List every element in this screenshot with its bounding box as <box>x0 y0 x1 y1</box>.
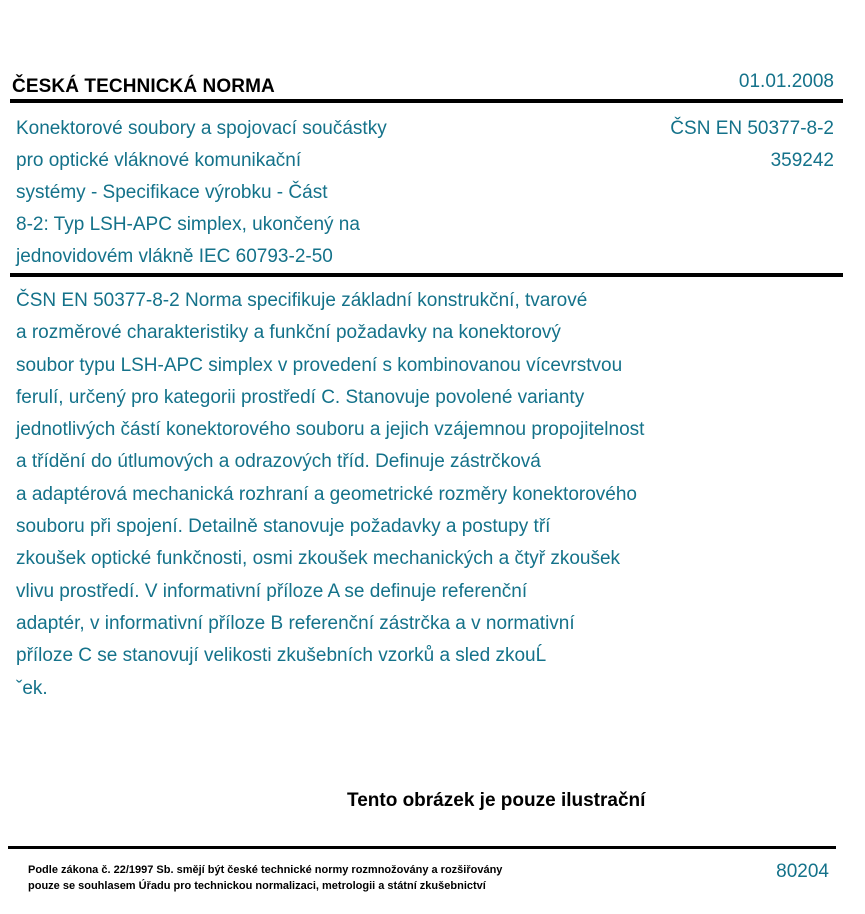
title-line: 8-2: Typ LSH-APC simplex, ukončený na <box>16 214 360 235</box>
abstract-line: příloze C se stanovují velikosti zkušebních vzorků a sled zkouĹ <box>16 645 547 667</box>
standard-codes <box>670 113 834 177</box>
illustration-disclaimer: Tento obrázek je pouze ilustrační <box>347 790 646 811</box>
abstract-line: adaptér, v informativní příloze B referenční zástrčka a v normativní <box>16 612 575 634</box>
legal-line: Podle zákona č. 22/1997 Sb. smějí být české technické normy rozmnožovány a rozšiřovány <box>28 864 503 876</box>
abstract-text <box>16 285 756 705</box>
abstract-line: ˇek. <box>16 677 48 699</box>
title-line: jednovidovém vlákně IEC 60793-2-50 <box>16 246 333 267</box>
document-type-heading: ČESKÁ TECHNICKÁ NORMA <box>12 76 275 97</box>
abstract-line: a rozměrové charakteristiky a funkční požadavky na konektorový <box>16 322 561 344</box>
abstract-line: jednotlivých částí konektorového souboru a jejich vzájemnou propojitelnost <box>16 419 645 441</box>
order-number: 80204 <box>776 861 829 882</box>
class-code: 359242 <box>770 150 834 171</box>
title-line: pro optické vláknové komunikační <box>16 150 302 171</box>
abstract-line: a třídění do útlumových a odrazových tříd. Definuje zástrčková <box>16 451 541 473</box>
effective-date: 01.01.2008 <box>738 71 834 92</box>
abstract-line: ČSN EN 50377-8-2 Norma specifikuje základní konstrukční, tvarové <box>16 290 588 311</box>
legal-notice <box>28 862 502 894</box>
abstract-line: zkoušek optické funkčnosti, osmi zkoušek mechanických a čtyř zkoušek <box>16 548 621 570</box>
title-line: Konektorové soubory a spojovací součástky <box>16 118 387 139</box>
abstract-line: a adaptérová mechanická rozhraní a geometrické rozměry konektorového <box>16 483 637 505</box>
abstract-line: vlivu prostředí. V informativní příloze A se definuje referenční <box>16 580 528 602</box>
header-divider <box>10 99 843 103</box>
abstract-line: soubor typu LSH-APC simplex v provedení s kombinovanou vícevrstvou <box>16 354 623 376</box>
title-line: systémy - Specifikace výrobku - Část <box>16 182 328 203</box>
title-divider <box>10 273 843 277</box>
standard-title <box>16 113 456 273</box>
footer-divider <box>8 846 836 849</box>
abstract-line: ferulí, určený pro kategorii prostředí C. Stanovuje povolené varianty <box>16 386 585 408</box>
abstract-line: souboru při spojení. Detailně stanovuje požadavky a postupy tří <box>16 516 551 538</box>
legal-line: pouze se souhlasem Úřadu pro technickou normalizaci, metrologii a státní zkušebnictví <box>28 880 486 892</box>
standard-number: ČSN EN 50377-8-2 <box>670 118 834 139</box>
